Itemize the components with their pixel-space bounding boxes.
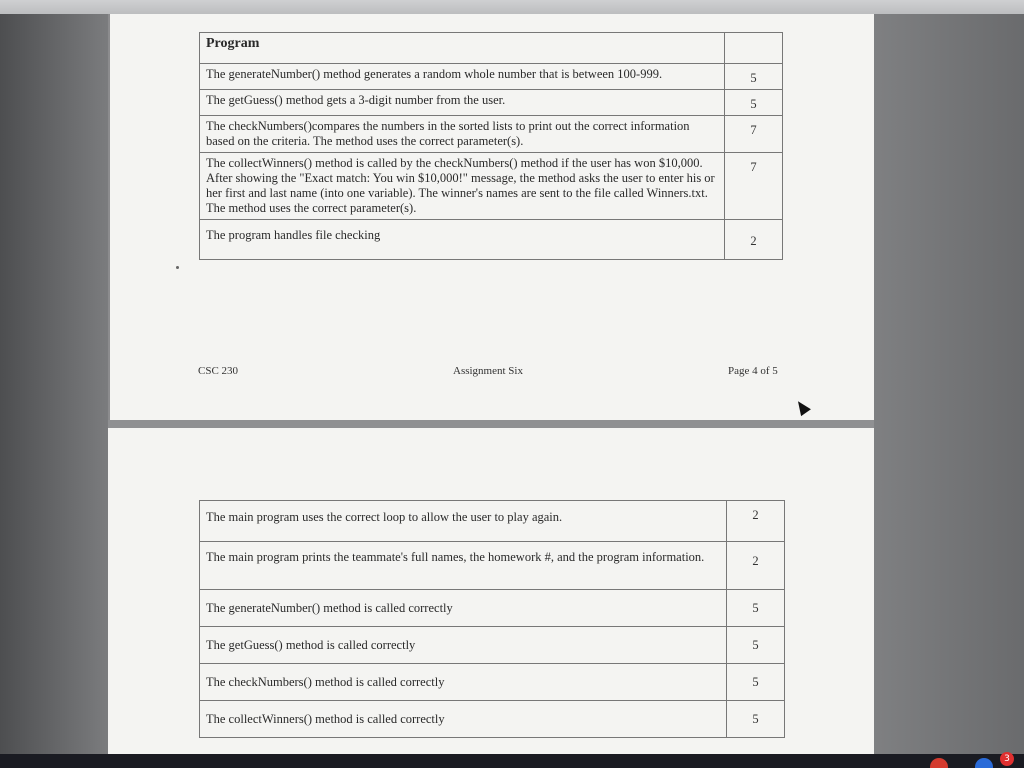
table-row — [200, 116, 783, 153]
criterion-text: The generateNumber() method generates a random whole number that is between 100-999. — [200, 64, 725, 90]
criterion-text: The collectWinners() method is called correctly — [200, 701, 727, 738]
page-separator — [108, 420, 874, 428]
criterion-text: The getGuess() method is called correctly — [200, 627, 727, 664]
table-row — [200, 501, 785, 542]
criterion-points: 7 — [725, 116, 783, 153]
criterion-text: The program handles file checking — [200, 220, 725, 260]
document-page-5 — [108, 428, 874, 758]
document-page-4 — [110, 14, 874, 420]
criterion-text: The checkNumbers()compares the numbers in the sorted lists to print out the correct information based on the criteria. The method uses the correct parameter(s). — [200, 116, 725, 153]
criterion-points: 5 — [727, 590, 785, 627]
footer-course: CSC 230 — [198, 365, 239, 377]
criterion-points: 2 — [727, 501, 785, 542]
left-viewer-gutter — [0, 14, 108, 754]
table-row — [200, 542, 785, 590]
criterion-points: 5 — [725, 90, 783, 116]
criterion-points: 7 — [725, 153, 783, 220]
criterion-text: The checkNumbers() method is called correctly — [200, 664, 727, 701]
browser-top-bar — [0, 0, 1024, 14]
table-row — [200, 153, 783, 220]
table-header-row — [200, 33, 783, 64]
table-row — [200, 220, 783, 260]
table-row — [200, 664, 785, 701]
criterion-points: 5 — [725, 64, 783, 90]
right-viewer-gutter — [872, 14, 1024, 754]
table-row — [200, 590, 785, 627]
criterion-text: The getGuess() method gets a 3-digit number from the user. — [200, 90, 725, 116]
table-row — [200, 627, 785, 664]
notification-badge-icon[interactable]: 3 — [1000, 752, 1014, 766]
criterion-text: The main program prints the teammate's full names, the homework #, and the program information. — [200, 542, 727, 590]
criterion-text: The generateNumber() method is called correctly — [200, 590, 727, 627]
footer-page-number: Page 4 of 5 — [728, 365, 778, 377]
table-row — [200, 90, 783, 116]
criterion-text: The collectWinners() method is called by the checkNumbers() method if the user has won $10,000. After showing the "Exact match: You win $10,000!" message, the method asks the user to enter his or her first and last name (into one variable). The winner's names are sent to the file called Winners.txt. The method uses the correct parameter(s). — [200, 153, 725, 220]
margin-bullet — [176, 266, 179, 269]
footer-assignment: Assignment Six — [453, 365, 523, 377]
table-header-points — [725, 33, 783, 64]
criterion-text: The main program uses the correct loop to allow the user to play again. — [200, 501, 727, 542]
taskbar — [0, 754, 1024, 768]
table-header-program: Program — [200, 33, 725, 64]
table-row — [200, 701, 785, 738]
criterion-points: 5 — [727, 627, 785, 664]
criterion-points: 2 — [727, 542, 785, 590]
criterion-points: 5 — [727, 701, 785, 738]
rubric-table-main-program — [199, 500, 785, 738]
criterion-points: 5 — [727, 664, 785, 701]
rubric-table-program — [199, 32, 783, 260]
table-row — [200, 64, 783, 90]
criterion-points: 2 — [725, 220, 783, 260]
